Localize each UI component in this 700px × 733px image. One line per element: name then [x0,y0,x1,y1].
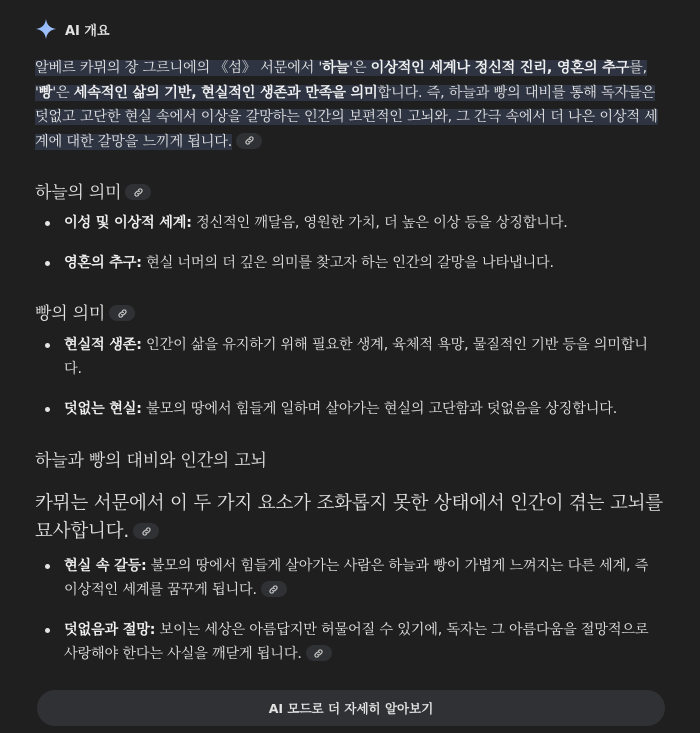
sky-list [37,211,649,275]
source-link-button[interactable] [261,581,287,597]
list-item: 이성 및 이상적 세계: 정신적인 깨달음, 영원한 가치, 더 높은 이상 등을 상징합니다. [37,211,649,235]
link-icon [268,584,279,595]
section-heading-sky: 하늘의 의미 [35,178,151,203]
bread-list [37,333,649,421]
section-heading-bread: 빵의 의미 [35,299,135,324]
sparkle-icon [35,18,57,40]
link-icon [244,135,255,146]
source-link-button[interactable] [125,184,151,200]
list-item: 영혼의 추구: 현실 너머의 더 깊은 의미를 찾고자 하는 인간의 갈망을 나타냅니다. [37,251,649,275]
header-title: AI 개요 [65,23,110,39]
intro-paragraph [35,56,665,154]
list-item: 덧없음과 절망: 보이는 세상은 아름답지만 허물어질 수 있기에, 독자는 그 아름다움을 절망적으로 사랑해야 한다는 사실을 깨닫게 됩니다. [37,618,649,666]
list-item: 덧없는 현실: 불모의 땅에서 힘들게 일하며 살아가는 현실의 고단함과 덧없음을 상징합니다. [37,397,649,421]
section-heading-contrast: 하늘과 빵의 대비와 인간의 고뇌 [35,451,267,471]
source-link-button[interactable] [306,645,332,661]
ai-mode-button[interactable]: AI 모드로 더 자세히 알아보기 [37,690,665,726]
list-item: 현실 속 갈등: 불모의 땅에서 힘들게 살아가는 사람은 하늘과 빵이 가볍게 느껴지는 다른 세계, 즉 이상적인 세계를 꿈꾸게 됩니다. [37,554,649,602]
link-icon [141,526,152,537]
source-link-button[interactable] [133,523,159,539]
link-icon [133,187,144,198]
list-item: 현실적 생존: 인간이 삶을 유지하기 위해 필요한 생계, 육체적 욕망, 물질적인 기반 등을 의미합니다. [37,333,649,381]
source-link-button[interactable] [236,133,262,149]
link-icon [313,648,324,659]
contrast-list [37,554,649,666]
link-icon [117,308,128,319]
ai-overview-header [35,18,110,40]
source-link-button[interactable] [109,305,135,321]
section-subheading: 카뮈는 서문에서 이 두 가지 요소가 조화롭지 못한 상태에서 인간이 겪는 고뇌를 묘사합니다. [35,493,663,542]
highlighted-summary: 알베르 카뮈의 장 그르니에의 《섬》 서문에서 '하늘'은 이상적인 세계나 정신적 진리, 영혼의 추구를, '빵'은 세속적인 삶의 기반, 현실적인 생존과 만족을 의미합니다. 즉, 하늘과 빵의 대비를 통해 독자들은 덧없고 고단한 현실 속에서 이상을 갈망하는 인간의 보편적인 고뇌와, 그 간극 속에서 더 나은 이상적 세계에 대한 갈망을 느끼게 됩니다. [35,60,658,150]
